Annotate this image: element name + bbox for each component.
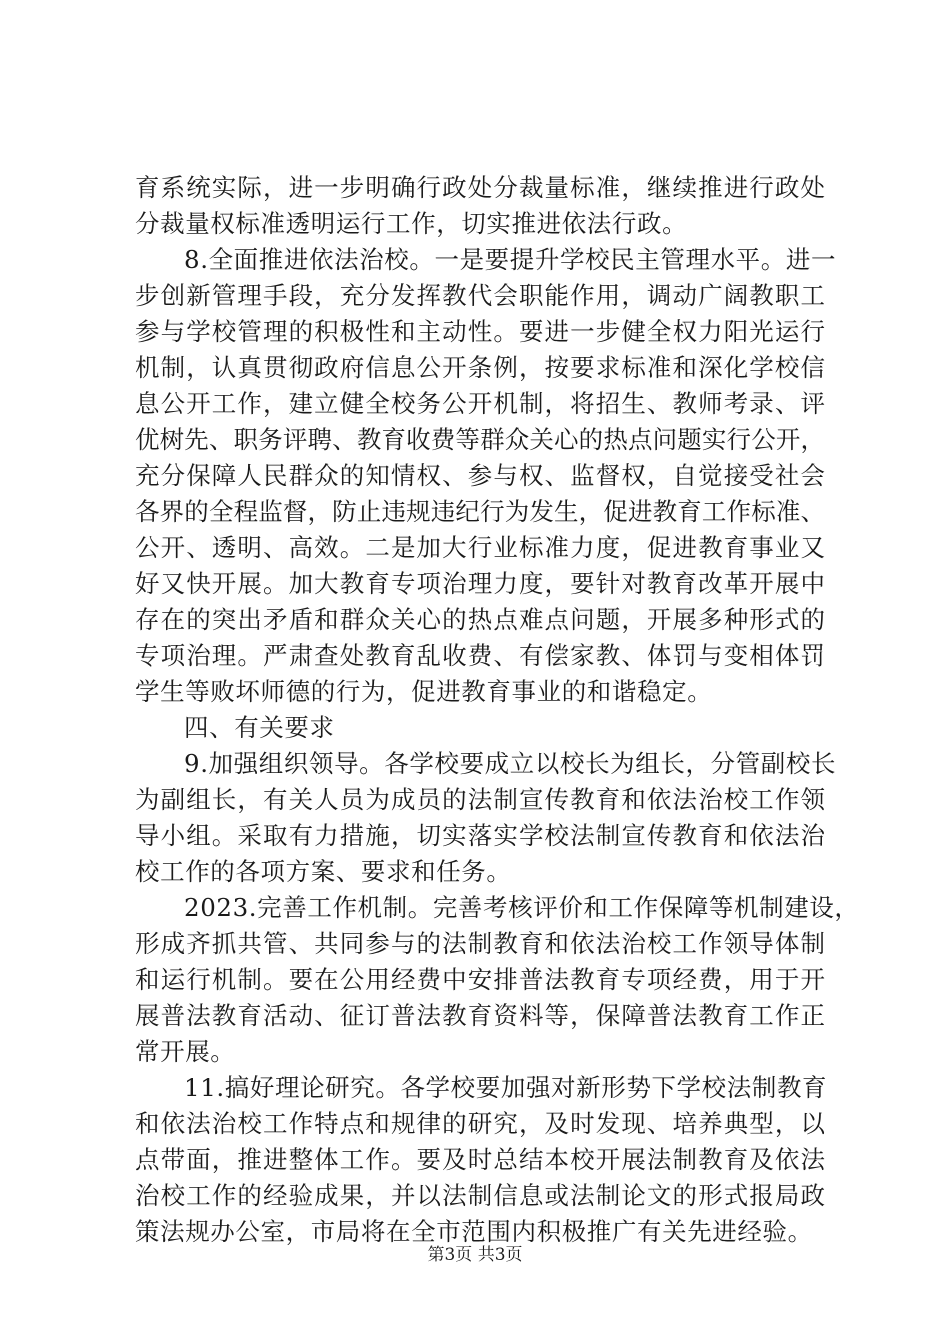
text-line: 优树先、职务评聘、教育收费等群众关心的热点问题实行公开， xyxy=(135,425,825,454)
paragraph-start-item-9: 9.加强组织领导。各学校要成立以校长为组长，分管副校长 xyxy=(184,749,837,778)
text-line: 机制，认真贯彻政府信息公开条例，按要求标准和深化学校信 xyxy=(135,353,825,382)
text-line: 为副组长，有关人员为成员的法制宣传教育和依法治校工作领 xyxy=(135,785,825,814)
text-line: 息公开工作，建立健全校务公开机制，将招生、教师考录、评 xyxy=(135,389,825,418)
text-line: 点带面，推进整体工作。要及时总结本校开展法制教育及依法 xyxy=(135,1145,825,1174)
text-line: 导小组。采取有力措施，切实落实学校法制宣传教育和依法治 xyxy=(135,821,825,850)
text-line: 步创新管理手段，充分发挥教代会职能作用，调动广阔教职工 xyxy=(135,281,825,310)
text-line: 存在的突出矛盾和群众关心的热点难点问题，开展多种形式的 xyxy=(135,605,825,634)
document-body xyxy=(135,170,860,1250)
text-line: 和运行机制。要在公用经费中安排普法教育专项经费，用于开 xyxy=(135,965,825,994)
paragraph-start-item-8: 8.全面推进依法治校。一是要提升学校民主管理水平。进一 xyxy=(184,245,837,274)
text-line: 育系统实际，进一步明确行政处分裁量标准，继续推进行政处 xyxy=(135,173,825,202)
text-line: 常开展。 xyxy=(135,1037,236,1066)
text-line: 策法规办公室，市局将在全市范围内积极推广有关先进经验。 xyxy=(135,1217,813,1246)
text-line: 好又快开展。加大教育专项治理力度，要针对教育改革开展中 xyxy=(135,569,825,598)
paragraph-start-item-10: 2023.完善工作机制。完善考核评价和工作保障等机制建设， xyxy=(184,893,860,922)
text-line: 校工作的各项方案、要求和任务。 xyxy=(135,857,512,886)
text-line: 学生等败坏师德的行为，促进教育事业的和谐稳定。 xyxy=(135,677,713,706)
text-line: 公开、透明、高效。二是加大行业标准力度，促进教育事业又 xyxy=(135,533,825,562)
text-line: 形成齐抓共管、共同参与的法制教育和依法治校工作领导体制 xyxy=(135,929,825,958)
text-line: 分裁量权标准透明运行工作，切实推进依法行政。 xyxy=(135,209,688,238)
paragraph-start-item-11: 11.搞好理论研究。各学校要加强对新形势下学校法制教育 xyxy=(184,1073,828,1102)
page-number: 第3页 共3页 xyxy=(427,1245,523,1265)
text-line: 专项治理。严肃查处教育乱收费、有偿家教、体罚与变相体罚 xyxy=(135,641,825,670)
text-line: 展普法教育活动、征订普法教育资料等，保障普法教育工作正 xyxy=(135,1001,825,1030)
text-line: 充分保障人民群众的知情权、参与权、监督权，自觉接受社会 xyxy=(135,461,825,490)
page-footer xyxy=(0,1243,950,1267)
section-heading: 四、有关要求 xyxy=(184,713,335,742)
text-line: 和依法治校工作特点和规律的研究，及时发现、培养典型，以 xyxy=(135,1109,825,1138)
text-line: 参与学校管理的积极性和主动性。要进一步健全权力阳光运行 xyxy=(135,317,825,346)
text-line: 各界的全程监督，防止违规违纪行为发生，促进教育工作标准、 xyxy=(135,497,825,526)
text-line: 治校工作的经验成果，并以法制信息或法制论文的形式报局政 xyxy=(135,1181,825,1210)
